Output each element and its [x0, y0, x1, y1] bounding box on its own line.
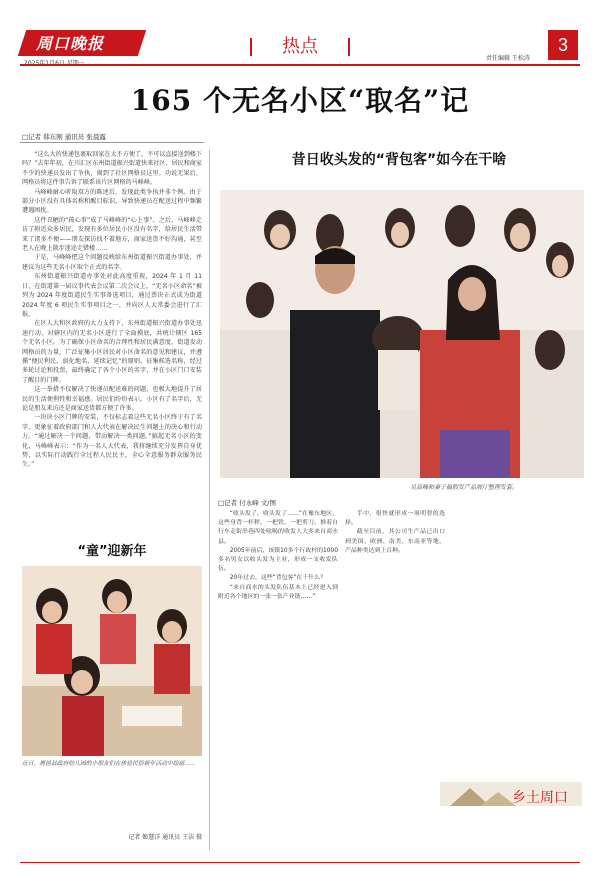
xiangtu-zhoukou-logo — [440, 776, 582, 812]
wig-showroom-photo — [220, 190, 584, 478]
article-paragraph: 于是，马峰峰把这个问题反映给东州街道振兴街道办事处，并建议为这些无名小区取个正式的名字。 — [22, 254, 202, 271]
header-rule — [20, 64, 580, 66]
article-column — [345, 510, 445, 556]
kids-photo — [22, 566, 202, 756]
feature-title: “童”迎新年 — [77, 544, 147, 559]
article-paragraph: “来自商水的头发队伍基本上已经进入到附近各个地区的一张一张产业链……” — [218, 584, 338, 600]
article-paragraph: 马峰峰耐心听取双方的陈述后，发现此类争执并非个例。由于部分小区没有具体名称和醒目标识，导致快递员在配送过程中频繁遭遇困扰。 — [22, 188, 202, 215]
section-title: 热点 — [282, 36, 318, 57]
article-paragraph: 在区人大和区政府的大力支持下，东州街道振兴街道办事处迅速行动，对辖区内的无名小区进行了全面摸底，共统计辖区 165 个无名小区。为了确保小区命名的合理性和居民满意度，街道发动网格员的力量，广泛征集小区居民对小区命名的意见和建议，并遵循“便民利民、弱化地名、延续记忆”的原则，征集候选名称，经过多轮讨论和投票，最终确定了各个小区的名字，并在小区门口安装了醒目的门牌。 — [22, 320, 202, 384]
article-paragraph: 这件丑陋的“疏心事”成了马峰峰的“心上事”。之后，马峰峰走访了附近众多居民，发现有多位居民小区没有名字，给居民生活带来了诸多不便——朋友探访找不着地方，商家送货不好沟通，甚至老人在晚上散步迷途走错楼…… — [22, 216, 202, 253]
article-paragraph: 这一举措不仅解决了快递员配送难的问题，也极大地提升了居民的生活便利性和幸福感。居民们纷纷表示，小区有了名字后，无论是朋友来访还是商家送货都方便了许多。 — [22, 386, 202, 412]
byline: □记者 韩东刚 通讯员 张晨露 — [22, 133, 106, 141]
kids-byline: 记者 姬慧洋 通讯员 王洁 摄 — [128, 834, 202, 841]
article-paragraph: “这么大的快递包裹取回家在太不方便了，不可以直接送到楼下吗？”去年年初，在川汇区东州街道振兴街道快来社区，居民和商家不少的快递员发出了争执，闹到了社区网格员这里。功说无果后，网格员将这件事告诉了联系该片区网格的马峰峰。 — [22, 151, 202, 187]
photo-caption: 吴高峰和妻子搞假发产品展厅整理发套。 — [410, 484, 519, 491]
newspaper-logo: 周口晚报 — [36, 34, 105, 53]
kids-caption: 近日，鹿邑县政府幼儿园的小朋友们在体验民俗新年活动中绘画…… — [22, 761, 196, 767]
left-article — [22, 150, 202, 470]
editor-credit: 责任编辑 王松涛 — [486, 55, 530, 62]
xiangtu-text: 乡土周口 — [512, 790, 568, 806]
article-paragraph: 截至目前，其公司生产品已出口到美国、欧洲、南美、东南亚等地，产品种类达到上百种。 — [345, 529, 445, 554]
sub-headline: 昔日收头发的“背包客”如今在干啥 — [291, 152, 507, 168]
column-divider — [209, 150, 210, 850]
page-number: 3 — [548, 30, 578, 60]
byline-rule — [20, 142, 204, 143]
article-paragraph: 东州街道振兴街道办事处对此高度重视，2024 年 1 月 11 日，在街道第一届议事代表会议第二次会议上，“无名小区命名”被列为 2024 年度街道民生实事备选项目，通过票决正式成为街道 2024 年度 6 项民生实事项目之一，并向区人大常委会进行了汇报。 — [22, 273, 202, 318]
footer-rule — [20, 862, 580, 863]
article-paragraph: 手中，很快就形成一项明智的选择。 — [345, 511, 445, 527]
article-paragraph: 一块块小区门牌的安装，不仅标志着这些无名小区终于有了名字，更象征着政府部门和人大代表在解决民生问题上的决心和行动力。“通过解决一个问题，带动解决一类问题。”搞起无名小区的变化，马峰峰表示：“作为一名人大代表，我将继续充分发挥自身优势，以实际行动践行全过程人民民主，全心全意服务群众服务民生。” — [22, 414, 202, 469]
byline: □记者 付永峰 文/图 — [218, 499, 276, 507]
article-paragraph: 2005年前后，该镇10多个行政村的1000多名男女以收头发为主业，形成一支收发队伍。 — [218, 547, 338, 573]
article-paragraph: 20年过去，这些“背包客”在干什么？ — [229, 575, 326, 582]
main-headline: 165 个无名小区“取名”记 — [130, 84, 470, 117]
section-bar-right — [348, 38, 350, 56]
article-column — [218, 510, 338, 602]
section-bar-left — [250, 38, 252, 56]
article-paragraph: “收头发了，收头发了……”在豫东地区，这些身背一杆秤、一把铁、一把剪刀，推着自行车走街串巷四处吆喝的收发人大多来自商水县。 — [218, 511, 338, 545]
